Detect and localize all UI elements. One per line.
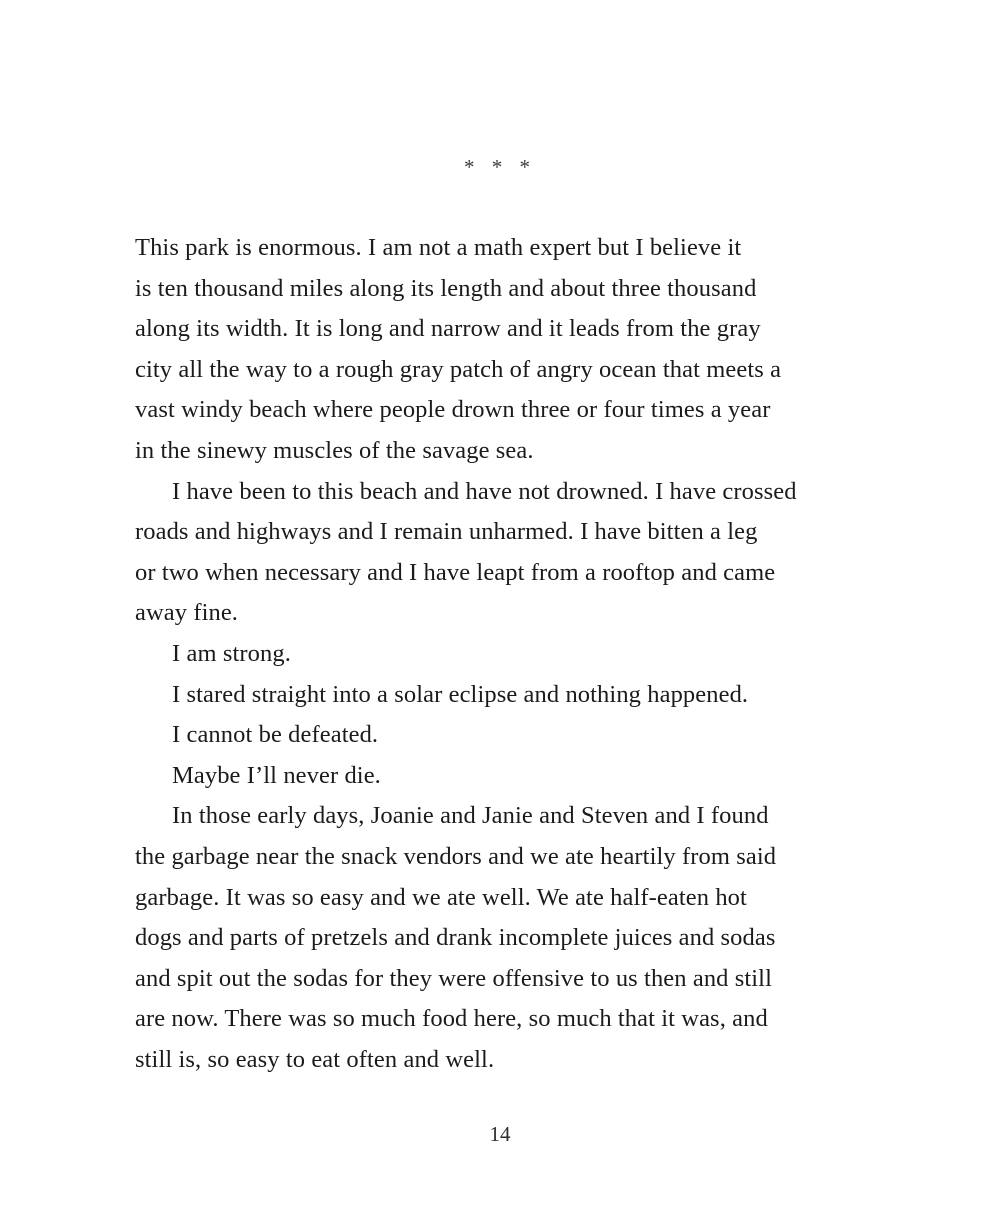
text-line: away fine. [135, 599, 239, 627]
text-line: still is, so easy to eat often and well. [135, 1045, 495, 1073]
text-line: I stared straight into a solar eclipse and nothing happened. [172, 680, 749, 708]
text-line: in the sinewy muscles of the savage sea. [135, 436, 534, 464]
text-line: This park is enormous. I am not a math expert but I believe it [135, 234, 742, 261]
page-number: 14 [489, 1122, 511, 1146]
text-line: the garbage near the snack vendors and we ate heartily from said [135, 842, 777, 870]
text-line: are now. There was so much food here, so much that it was, and [135, 1005, 768, 1033]
text-line: I am strong. [172, 639, 291, 667]
text-line: is ten thousand miles along its length and about three thousand [135, 274, 757, 302]
text-line: and spit out the sodas for they were offensive to us then and still [135, 964, 773, 992]
text-line: or two when necessary and I have leapt from a rooftop and came [135, 558, 776, 586]
text-line: In those early days, Joanie and Janie and Steven and I found [172, 802, 769, 830]
text-line: Maybe I’ll never die. [172, 761, 381, 789]
text-block [135, 228, 875, 1080]
text-line: city all the way to a rough gray patch of angry ocean that meets a [135, 355, 782, 383]
text-line: garbage. It was so easy and we ate well. We ate half-eaten hot [135, 883, 747, 911]
text-line: I have been to this beach and have not drowned. I have crossed [172, 477, 797, 505]
text-line: dogs and parts of pretzels and drank incomplete juices and sodas [135, 924, 776, 952]
text-line: I cannot be defeated. [172, 721, 379, 749]
section-break-ornament: * * * [464, 155, 536, 179]
text-line: vast windy beach where people drown three or four times a year [135, 396, 771, 424]
text-line: along its width. It is long and narrow and it leads from the gray [135, 315, 761, 343]
text-line: roads and highways and I remain unharmed. I have bitten a leg [135, 518, 758, 546]
